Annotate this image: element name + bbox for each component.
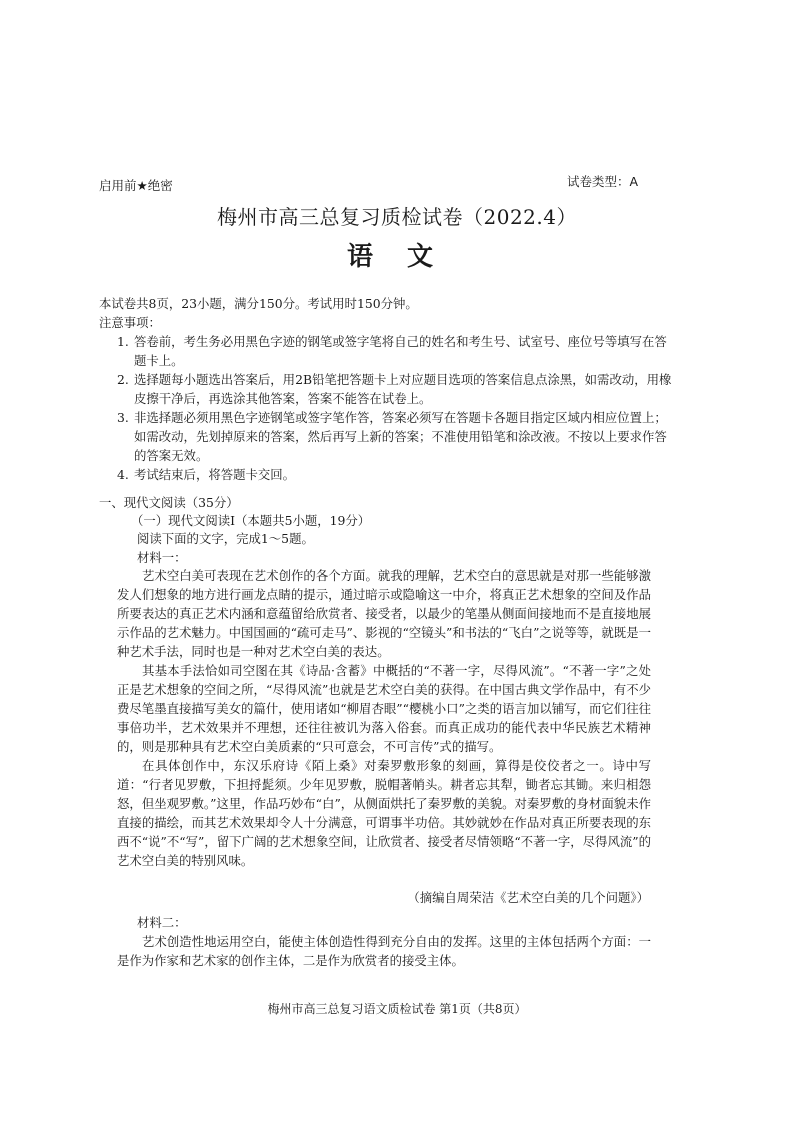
note-text: 考试结束后，将答题卡交回。 — [134, 467, 296, 482]
note-number: 2. — [117, 372, 129, 387]
reading-instruction: 阅读下面的文字，完成1～5题。 — [137, 531, 314, 546]
note-text: 选择题每小题选出答案后，用2B铅笔把答题卡上对应题目选项的答案信息点涂黑，如需改动，用橡皮擦干净后，再选涂其他答案，答案不能答在试卷上。 — [134, 372, 672, 406]
material-one-paragraph-1 — [117, 566, 651, 661]
note-item — [117, 408, 677, 465]
exam-type-label: 试卷类型：A — [567, 174, 639, 189]
note-text: 答卷前，考生务必用黑色字迹的钢笔或签字笔将自己的姓名和考生号、试室号、座位号等填写在答题卡上。 — [134, 334, 667, 368]
material-two-label: 材料二： — [137, 915, 187, 930]
note-text: 非选择题必须用黑色字迹钢笔或签字笔作答，答案必须写在答题卡各题目指定区域内相应位置上；如需改动，先划掉原来的答案，然后再写上新的答案；不准使用铅笔和涂改液。不按以上要求作答的答案无效。 — [134, 410, 667, 463]
notes-list — [117, 332, 677, 484]
note-item — [117, 370, 677, 408]
secret-mark: 启用前★绝密 — [99, 178, 173, 193]
material-two-paragraph — [117, 932, 651, 970]
note-item — [117, 465, 677, 484]
section-heading: 一、现代文阅读（35分） — [99, 495, 239, 510]
paragraph-text: 艺术创造性地运用空白，能使主体创造性得到充分自由的发挥。这里的主体包括两个方面：一是作为作家和艺术家的创作主体，二是作为欣赏者的接受主体。 — [117, 934, 651, 968]
notes-heading: 注意事项： — [99, 315, 161, 330]
page-footer: 梅州市高三总复习语文质检试卷 第1页（共8页） — [267, 1002, 527, 1016]
subject-title: 语文 — [346, 242, 467, 272]
note-item — [117, 332, 677, 370]
exam-intro: 本试卷共8页，23小题，满分150分。考试用时150分钟。 — [99, 296, 418, 311]
paragraph-text: 在具体创作中，东汉乐府诗《陌上桑》对秦罗敷形象的刻画，算得是佼佼者之一。诗中写道：“行者见罗敷，下担捋髭须。少年见罗敷，脱帽著帩头。耕者忘其犁，锄者忘其锄。来归相怨怒，但坐观罗敷。”这里，作品巧妙布“白”，从侧面烘托了秦罗敷的美貌。对秦罗敷的身材面貌未作直接的描绘，而其艺术效果却令人十分满意，可谓事半功倍。其妙就妙在作品对真正所要表现的东西不“说”不“写”，留下广阔的艺术想象空间，让欣赏者、接受者尽情领略“不著一字，尽得风流”的艺术空白美的特别风味。 — [117, 758, 651, 868]
citation: （摘编自周荣洁《艺术空白美的几个问题》） — [407, 890, 649, 905]
paragraph-text: 艺术空白美可表现在艺术创作的各个方面。就我的理解，艺术空白的意思就是对那一些能够激发人们想象的地方进行画龙点睛的提示，通过暗示或隐喻这一中介，将真正艺术想象的空间及作品所要表达的真正艺术内涵和意蕴留给欣赏者、接受者，以最少的笔墨从侧面间接地而不是直接地展示作品的艺术魅力。中国国画的“疏可走马”、影视的“空镜头”和书法的“飞白”之说等等，就既是一种艺术手法，同时也是一种对艺术空白美的表达。 — [117, 568, 651, 659]
material-one-paragraph-2 — [117, 661, 651, 756]
note-number: 4. — [117, 467, 129, 482]
section-subheading: （一）现代文阅读Ⅰ（本题共5小题，19分） — [131, 513, 371, 528]
paragraph-text: 其基本手法恰如司空图在其《诗品·含蓄》中概括的“不著一字，尽得风流”。“不著一字”之处正是艺术想象的空间之所，“尽得风流”也就是艺术空白美的获得。在中国古典文学作品中，有不少费尽笔墨直接描写美女的篇什，使用诸如“柳眉杏眼”“樱桃小口”之类的语言加以铺写，而它们往往事倍功半，艺术效果并不理想，还往往被讥为落入俗套。而真正成功的能代表中华民族艺术精神的，则是那种具有艺术空白美质素的“只可意会，不可言传”式的描写。 — [117, 663, 651, 754]
material-one-paragraph-3 — [117, 756, 651, 870]
exam-title: 梅州市高三总复习质检试卷（2022.4） — [217, 205, 577, 229]
note-number: 3. — [117, 410, 129, 425]
material-one-label: 材料一： — [137, 550, 187, 565]
note-number: 1. — [117, 334, 129, 349]
